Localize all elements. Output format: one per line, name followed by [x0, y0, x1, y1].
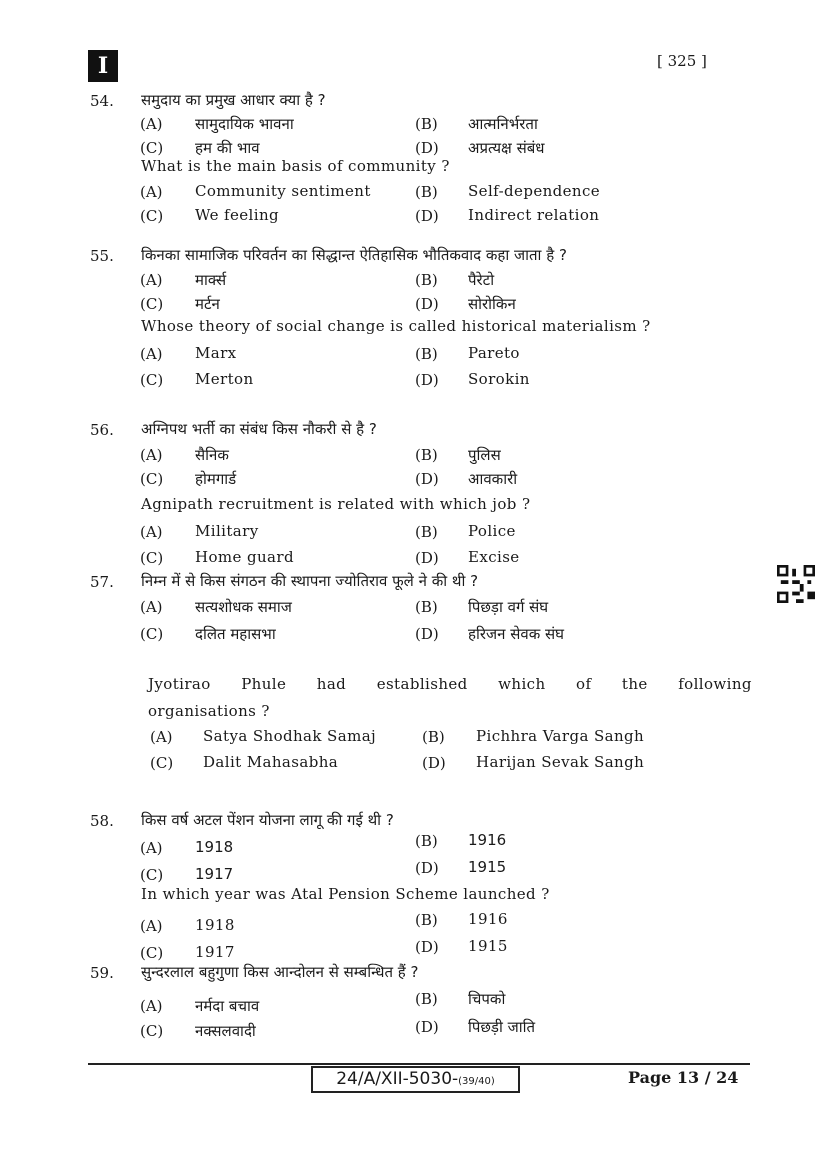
option-letter: (A)	[140, 345, 163, 363]
option-text: पिछड़ा वर्ग संघ	[468, 598, 549, 616]
option-text: 1915	[468, 937, 508, 955]
option-letter: (D)	[415, 207, 439, 225]
option-letter: (A)	[140, 115, 163, 133]
option-letter: (A)	[140, 271, 163, 289]
option-letter: (D)	[415, 1018, 439, 1036]
option-letter: (A)	[140, 598, 163, 616]
question-number: 57.	[90, 573, 114, 591]
option-letter: (D)	[422, 754, 446, 772]
series-badge: I	[88, 50, 118, 82]
option-letter: (A)	[140, 183, 163, 201]
option-text: हरिजन सेवक संघ	[468, 625, 564, 643]
question-english-cont: organisations ?	[148, 702, 270, 720]
option-letter: (C)	[140, 295, 164, 313]
option-text: Self-dependence	[468, 182, 601, 200]
option-text: पैरेटो	[468, 271, 495, 289]
qr-code-icon	[777, 565, 815, 603]
option-letter: (C)	[140, 549, 164, 567]
paper-code: [ 325 ]	[657, 52, 707, 70]
question-number: 54.	[90, 92, 114, 110]
option-letter: (A)	[140, 917, 163, 935]
option-letter: (B)	[415, 183, 438, 201]
option-text: मार्क्स	[195, 271, 227, 289]
option-text: 1918	[195, 838, 234, 856]
option-text: चिपको	[468, 990, 506, 1008]
option-letter: (C)	[150, 754, 174, 772]
option-text: Sorokin	[468, 370, 530, 388]
option-text: Harijan Sevak Sangh	[476, 753, 645, 771]
question-hindi: किनका सामाजिक परिवर्तन का सिद्धान्त ऐतिहासिक भौतिकवाद कहा जाता है ?	[141, 246, 567, 264]
option-text: आवकारी	[468, 470, 518, 488]
option-text: Merton	[195, 370, 254, 388]
option-text: 1915	[468, 858, 507, 876]
option-letter: (B)	[415, 345, 438, 363]
word: which	[498, 675, 546, 693]
option-text: Police	[468, 522, 516, 540]
footer-rule	[88, 1063, 750, 1065]
word: the	[621, 675, 648, 693]
option-letter: (A)	[140, 839, 163, 857]
paper-id-box	[311, 1066, 520, 1093]
question-hindi: समुदाय का प्रमुख आधार क्या है ?	[141, 91, 326, 109]
option-letter: (D)	[415, 549, 439, 567]
option-letter: (C)	[140, 866, 164, 884]
word: established	[376, 675, 468, 693]
word: following	[678, 675, 752, 693]
paper-set: (39/40)	[458, 1076, 495, 1087]
option-text: पुलिस	[468, 446, 501, 464]
option-letter: (A)	[140, 446, 163, 464]
option-letter: (D)	[415, 295, 439, 313]
option-letter: (B)	[415, 446, 438, 464]
question-hindi: सुन्दरलाल बहुगुणा किस आन्दोलन से सम्बन्धित हैं ?	[141, 963, 419, 981]
option-letter: (C)	[140, 207, 164, 225]
option-text: Marx	[195, 344, 237, 362]
option-text: Indirect relation	[468, 206, 600, 224]
option-letter: (B)	[415, 832, 438, 850]
option-letter: (B)	[415, 598, 438, 616]
option-text: 1916	[468, 910, 508, 928]
option-text: Home guard	[195, 548, 294, 566]
option-letter: (A)	[140, 523, 163, 541]
question-number: 58.	[90, 812, 114, 830]
option-letter: (C)	[140, 139, 164, 157]
option-letter: (B)	[422, 728, 445, 746]
question-number: 56.	[90, 421, 114, 439]
word: of	[576, 675, 592, 693]
option-text: सामुदायिक भावना	[195, 115, 294, 133]
option-text: मर्टन	[195, 295, 220, 313]
option-text: सैनिक	[195, 446, 229, 464]
option-text: हम की भाव	[195, 139, 260, 157]
word: Phule	[241, 675, 287, 693]
option-text: सत्यशोधक समाज	[195, 598, 292, 616]
question-hindi: अग्निपथ भर्ती का संबंध किस नौकरी से है ?	[141, 420, 377, 438]
option-letter: (D)	[415, 625, 439, 643]
option-text: नक्सलवादी	[195, 1022, 256, 1040]
option-letter: (C)	[140, 625, 164, 643]
paper-id: 24/A/XII-5030-	[336, 1069, 459, 1089]
option-text: Pareto	[468, 344, 520, 362]
option-letter: (B)	[415, 271, 438, 289]
option-letter: (D)	[415, 859, 439, 877]
question-number: 55.	[90, 247, 114, 265]
question-hindi: किस वर्ष अटल पेंशन योजना लागू की गई थी ?	[141, 811, 394, 829]
option-text: Community sentiment	[195, 182, 371, 200]
option-letter: (C)	[140, 470, 164, 488]
option-letter: (D)	[415, 371, 439, 389]
option-text: 1918	[195, 916, 235, 934]
option-text: अप्रत्यक्ष संबंध	[468, 139, 545, 157]
option-letter: (A)	[140, 997, 163, 1015]
option-text: Military	[195, 522, 259, 540]
question-number: 59.	[90, 964, 114, 982]
option-letter: (B)	[415, 115, 438, 133]
word: Jyotirao	[148, 675, 211, 693]
option-letter: (B)	[415, 990, 438, 1008]
option-text: 1917	[195, 865, 234, 883]
page-number: Page 13 / 24	[628, 1068, 739, 1087]
option-letter: (B)	[415, 523, 438, 541]
option-letter: (C)	[140, 944, 164, 962]
option-text: 1917	[195, 943, 235, 961]
option-text: नर्मदा बचाव	[195, 997, 260, 1015]
option-letter: (B)	[415, 911, 438, 929]
option-text: पिछड़ी जाति	[468, 1018, 536, 1036]
option-text: होमगार्ड	[195, 470, 237, 488]
question-english: In which year was Atal Pension Scheme launched ?	[141, 885, 550, 903]
option-letter: (C)	[140, 371, 164, 389]
option-letter: (C)	[140, 1022, 164, 1040]
option-letter: (A)	[150, 728, 173, 746]
option-text: We feeling	[195, 206, 280, 224]
option-text: Pichhra Varga Sangh	[476, 727, 645, 745]
option-text: 1916	[468, 831, 507, 849]
option-text: सोरोकिन	[468, 295, 516, 313]
question-english: Whose theory of social change is called historical materialism ?	[141, 317, 651, 335]
option-text: आत्मनिर्भरता	[468, 115, 538, 133]
question-hindi: निम्न में से किस संगठन की स्थापना ज्योतिराव फूले ने की थी ?	[141, 572, 479, 590]
word: had	[316, 675, 347, 693]
question-english: Agnipath recruitment is related with which job ?	[141, 495, 531, 513]
option-text: दलित महासभा	[195, 625, 276, 643]
option-letter: (D)	[415, 139, 439, 157]
question-english: What is the main basis of community ?	[141, 157, 450, 175]
option-text: Satya Shodhak Samaj	[203, 727, 377, 745]
option-text: Dalit Mahasabha	[203, 753, 339, 771]
option-letter: (D)	[415, 470, 439, 488]
option-letter: (D)	[415, 938, 439, 956]
option-text: Excise	[468, 548, 520, 566]
question-english	[148, 675, 752, 693]
